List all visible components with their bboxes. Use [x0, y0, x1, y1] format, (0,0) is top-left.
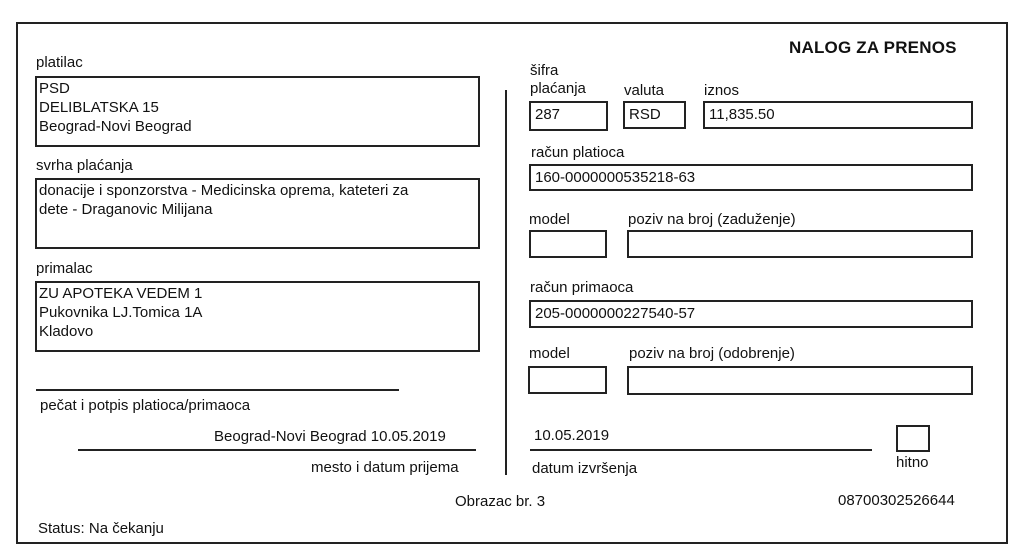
document-number: 08700302526644 [838, 492, 955, 509]
payer-value: PSD DELIBLATSKA 15 Beograd-Novi Beograd [39, 80, 192, 135]
execution-date-line [530, 449, 872, 451]
amount-label: iznos [704, 82, 740, 99]
urgent-label: hitno [896, 454, 929, 471]
currency-label: valuta [624, 82, 665, 99]
payer-account-field[interactable] [529, 164, 973, 191]
recipient-account-field[interactable] [529, 300, 973, 328]
form-number: Obrazac br. 3 [455, 493, 546, 510]
payer-field[interactable] [35, 76, 480, 147]
recipient-account-value: 205-0000000227540-57 [535, 305, 696, 322]
debit-reference-field[interactable] [627, 230, 973, 258]
debit-model-label: model [529, 211, 570, 228]
purpose-label: svrha plaćanja [36, 157, 133, 174]
debit-model-field[interactable] [529, 230, 607, 258]
debit-reference-label: poziv na broj (zaduženje) [628, 211, 796, 228]
amount-field[interactable] [703, 101, 973, 129]
urgent-checkbox[interactable] [896, 425, 930, 452]
recipient-value: ZU APOTEKA VEDEM 1 Pukovnika LJ.Tomica 1A Kladovo [39, 285, 203, 340]
purpose-field[interactable] [35, 178, 480, 249]
credit-model-field[interactable] [528, 366, 607, 394]
recipient-account-label: račun primaoca [530, 279, 634, 296]
credit-reference-label: poziv na broj (odobrenje) [629, 345, 795, 362]
payment-code-label-line1: šifra [530, 62, 559, 79]
signature-line [36, 389, 399, 391]
receipt-place-date-label: mesto i datum prijema [311, 459, 459, 476]
recipient-label: primalac [36, 260, 93, 277]
signature-label: pečat i potpis platioca/primaoca [40, 397, 251, 414]
payer-account-label: račun platioca [531, 144, 625, 161]
credit-model-label: model [529, 345, 570, 362]
currency-value: RSD [629, 106, 661, 123]
status-text: Status: Na čekanju [38, 520, 164, 537]
payer-account-value: 160-0000000535218-63 [535, 169, 696, 186]
payment-code-field[interactable] [529, 101, 608, 131]
receipt-line [78, 449, 476, 451]
currency-field[interactable] [623, 101, 686, 129]
payment-code-value: 287 [535, 106, 561, 123]
receipt-place-date: Beograd-Novi Beograd 10.05.2019 [214, 428, 446, 445]
purpose-value: donacije i sponzorstva - Medicinska oprema, kateteri za dete - Draganovic Milijana [39, 182, 409, 218]
form-divider [505, 90, 507, 475]
credit-reference-field[interactable] [627, 366, 973, 395]
execution-date-value: 10.05.2019 [534, 427, 610, 444]
payment-code-label-line2: plaćanja [530, 80, 586, 97]
payer-label: platilac [36, 54, 83, 71]
recipient-field[interactable] [35, 281, 480, 352]
execution-date-label: datum izvršenja [532, 460, 638, 477]
amount-value: 11,835.50 [709, 106, 775, 123]
form-title: NALOG ZA PRENOS [789, 38, 957, 57]
